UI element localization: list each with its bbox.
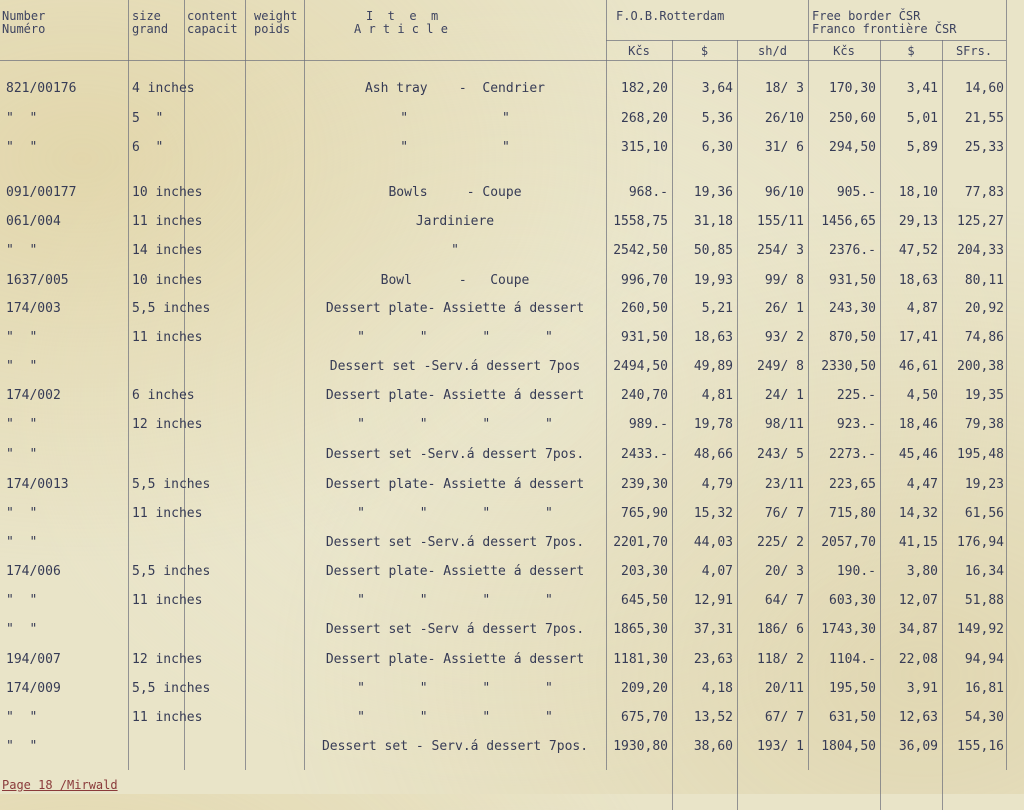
price-cell: 631,50: [829, 710, 876, 725]
price-cell: 2376.-: [829, 243, 876, 258]
price-cell: 2494,50: [613, 359, 668, 374]
header-divider: [606, 40, 1006, 41]
item-description: " " " ": [357, 593, 553, 608]
price-cell: 18,10: [898, 185, 938, 200]
table-row: [0, 356, 1024, 378]
price-cell: 16,81: [964, 681, 1004, 696]
item-description: " " " ": [357, 710, 553, 725]
header-fob: F.O.B.Rotterdam: [616, 9, 725, 23]
price-cell: 5,21: [701, 301, 733, 316]
item-number: 174/009: [6, 681, 61, 696]
price-cell: 41,15: [898, 535, 938, 550]
price-cell: 19,78: [693, 417, 733, 432]
price-cell: 4,79: [701, 477, 733, 492]
item-description: Dessert plate- Assiette á dessert: [325, 477, 585, 492]
price-cell: 195,48: [957, 447, 1004, 462]
item-size: 5,5 inches: [132, 477, 211, 492]
item-number: 821/00176: [6, 81, 77, 96]
price-cell: 14,60: [964, 81, 1004, 96]
price-cell: 4,47: [906, 477, 938, 492]
table-row: [0, 385, 1024, 407]
price-cell: 36,09: [898, 739, 938, 754]
price-cell: 31/ 6: [764, 140, 804, 155]
price-cell: 715,80: [829, 506, 876, 521]
price-cell: 15,32: [693, 506, 733, 521]
price-cell: 249/ 8: [757, 359, 804, 374]
price-cell: 190.-: [836, 564, 876, 579]
price-cell: 38,60: [693, 739, 733, 754]
price-cell: 20,92: [964, 301, 1004, 316]
price-cell: 1865,30: [613, 622, 668, 637]
item-number: 174/0013: [6, 477, 69, 492]
price-cell: 1456,65: [821, 214, 876, 229]
item-number: " ": [6, 739, 38, 754]
item-number: " ": [6, 710, 38, 725]
price-cell: 12,91: [693, 593, 733, 608]
item-description: Dessert plate- Assiette á dessert: [325, 388, 585, 403]
price-cell: 2330,50: [821, 359, 876, 374]
table-row: [0, 590, 1024, 612]
price-cell: 14,32: [898, 506, 938, 521]
price-cell: 37,31: [693, 622, 733, 637]
price-cell: 968.-: [628, 185, 668, 200]
item-size: 11 inches: [132, 593, 203, 608]
price-cell: 51,88: [964, 593, 1004, 608]
table-row: [0, 503, 1024, 525]
price-cell: 923.-: [836, 417, 876, 432]
price-cell: 268,20: [621, 111, 668, 126]
price-cell: 931,50: [621, 330, 668, 345]
price-cell: 996,70: [621, 273, 668, 288]
price-cell: 176,94: [957, 535, 1004, 550]
table-row: [0, 414, 1024, 436]
table-row: [0, 240, 1024, 262]
header-free-border: Free border ČSR: [812, 9, 921, 23]
item-description: Dessert set -Serv.á dessert 7pos.: [325, 447, 585, 462]
table-row: [0, 474, 1024, 496]
price-cell: 67/ 7: [764, 710, 804, 725]
item-description: Dessert set -Serv á dessert 7pos.: [325, 622, 585, 637]
item-size: 4 inches: [132, 81, 195, 96]
price-cell: 74,86: [964, 330, 1004, 345]
price-cell: 195,50: [829, 681, 876, 696]
table-row: [0, 182, 1024, 204]
item-number: " ": [6, 593, 38, 608]
price-cell: 50,85: [693, 243, 733, 258]
price-cell: 1743,30: [821, 622, 876, 637]
item-size: 11 inches: [132, 710, 203, 725]
price-cell: 18,63: [898, 273, 938, 288]
price-cell: 200,38: [957, 359, 1004, 374]
header-weight: weight: [254, 9, 298, 23]
price-cell: 1181,30: [613, 652, 668, 667]
table-row: [0, 270, 1024, 292]
table-row: [0, 211, 1024, 233]
header-size: size: [132, 9, 161, 23]
subheader-sfrs: SFrs.: [955, 44, 993, 58]
price-cell: 4,87: [906, 301, 938, 316]
price-cell: 19,35: [964, 388, 1004, 403]
price-cell: 16,34: [964, 564, 1004, 579]
item-number: " ": [6, 243, 38, 258]
header-poids: poids: [254, 22, 291, 36]
header-bottom-rule: [0, 60, 1006, 61]
price-cell: 186/ 6: [757, 622, 804, 637]
price-cell: 5,01: [906, 111, 938, 126]
price-cell: 125,27: [957, 214, 1004, 229]
price-cell: 870,50: [829, 330, 876, 345]
item-number: " ": [6, 359, 38, 374]
item-number: 174/006: [6, 564, 61, 579]
table-row: [0, 619, 1024, 641]
price-cell: 203,30: [621, 564, 668, 579]
price-cell: 4,07: [701, 564, 733, 579]
item-description: Dessert set -Serv.á dessert 7pos: [329, 359, 581, 374]
price-cell: 99/ 8: [764, 273, 804, 288]
price-cell: 22,08: [898, 652, 938, 667]
item-size: 5,5 inches: [132, 681, 211, 696]
table-row: [0, 532, 1024, 554]
item-size: 5,5 inches: [132, 301, 211, 316]
table-row: [0, 736, 1024, 758]
price-cell: 19,93: [693, 273, 733, 288]
header-numero: Numéro: [2, 22, 46, 36]
item-description: Bowl - Coupe: [380, 273, 530, 288]
subheader-shd: sh/d: [758, 44, 787, 58]
price-cell: 3,91: [906, 681, 938, 696]
item-description: " " " ": [357, 417, 553, 432]
price-cell: 12,63: [898, 710, 938, 725]
item-description: Dessert set - Serv.á dessert 7pos.: [321, 739, 589, 754]
subheader-usd: $: [700, 44, 709, 58]
item-description: " ": [400, 140, 510, 155]
item-number: 061/004: [6, 214, 61, 229]
table-row: [0, 649, 1024, 671]
price-cell: 48,66: [693, 447, 733, 462]
price-cell: 155/11: [757, 214, 804, 229]
price-cell: 1930,80: [613, 739, 668, 754]
subheader-usd: $: [907, 44, 915, 58]
price-cell: 2201,70: [613, 535, 668, 550]
table-row: [0, 78, 1024, 100]
header-content: content: [187, 9, 238, 23]
price-cell: 1104.-: [829, 652, 876, 667]
price-cell: 20/11: [764, 681, 804, 696]
item-number: " ": [6, 330, 38, 345]
item-description: Ash tray - Cendrier: [364, 81, 545, 96]
price-cell: 149,92: [957, 622, 1004, 637]
item-size: 12 inches: [132, 417, 203, 432]
price-cell: 24/ 1: [764, 388, 804, 403]
price-cell: 931,50: [829, 273, 876, 288]
price-cell: 603,30: [829, 593, 876, 608]
header-capacit: capacit: [187, 22, 238, 36]
price-cell: 989.-: [628, 417, 668, 432]
price-cell: 2273.-: [829, 447, 876, 462]
price-cell: 64/ 7: [764, 593, 804, 608]
item-description: Jardiniere: [415, 214, 495, 229]
item-description: " " " ": [357, 681, 553, 696]
subheader-kcs: Kčs: [833, 44, 855, 58]
price-cell: 13,52: [693, 710, 733, 725]
table-row: [0, 561, 1024, 583]
item-size: 6 inches: [132, 388, 195, 403]
table-row: [0, 444, 1024, 466]
price-cell: 98/11: [764, 417, 804, 432]
price-cell: 18/ 3: [764, 81, 804, 96]
price-cell: 49,89: [693, 359, 733, 374]
price-cell: 204,33: [957, 243, 1004, 258]
price-cell: 905.-: [836, 185, 876, 200]
price-cell: 239,30: [621, 477, 668, 492]
price-cell: 118/ 2: [757, 652, 804, 667]
item-size: 11 inches: [132, 330, 203, 345]
price-cell: 12,07: [898, 593, 938, 608]
header-franco: Franco frontière ČSR: [812, 22, 957, 36]
price-cell: 250,60: [829, 111, 876, 126]
price-cell: 209,20: [621, 681, 668, 696]
item-number: " ": [6, 506, 38, 521]
item-number: 091/00177: [6, 185, 77, 200]
price-cell: 76/ 7: [764, 506, 804, 521]
price-cell: 2542,50: [613, 243, 668, 258]
price-cell: 45,46: [898, 447, 938, 462]
price-cell: 19,36: [693, 185, 733, 200]
price-cell: 254/ 3: [757, 243, 804, 258]
item-description: " ": [400, 111, 510, 126]
price-cell: 294,50: [829, 140, 876, 155]
page-footer: Page 18 /Mirwald: [2, 778, 118, 792]
price-cell: 240,70: [621, 388, 668, 403]
item-size: 5,5 inches: [132, 564, 211, 579]
price-cell: 26/10: [764, 111, 804, 126]
price-cell: 18,63: [693, 330, 733, 345]
table-row: [0, 327, 1024, 349]
price-cell: 3,41: [906, 81, 938, 96]
item-size: 10 inches: [132, 185, 203, 200]
price-cell: 23,63: [693, 652, 733, 667]
item-size: 10 inches: [132, 273, 203, 288]
price-cell: 94,94: [964, 652, 1004, 667]
price-cell: 2433.-: [621, 447, 668, 462]
item-size: 11 inches: [132, 506, 203, 521]
item-number: 1637/005: [6, 273, 69, 288]
item-number: " ": [6, 535, 38, 550]
price-cell: 225/ 2: [757, 535, 804, 550]
price-cell: 4,18: [701, 681, 733, 696]
item-size: 6 ": [132, 140, 164, 155]
price-cell: 1558,75: [613, 214, 668, 229]
table-row: [0, 108, 1024, 130]
table-row: [0, 298, 1024, 320]
price-cell: 34,87: [898, 622, 938, 637]
item-description: Dessert plate- Assiette á dessert: [325, 301, 585, 316]
price-cell: 675,70: [621, 710, 668, 725]
price-cell: 77,83: [964, 185, 1004, 200]
price-cell: 61,56: [964, 506, 1004, 521]
price-cell: 80,11: [964, 273, 1004, 288]
item-size: 5 ": [132, 111, 164, 126]
price-cell: 20/ 3: [764, 564, 804, 579]
price-cell: 1804,50: [821, 739, 876, 754]
subheader-kcs: Kčs: [628, 44, 650, 58]
price-cell: 243,30: [829, 301, 876, 316]
item-size: 11 inches: [132, 214, 203, 229]
price-cell: 3,64: [701, 81, 733, 96]
price-cell: 260,50: [621, 301, 668, 316]
header-grand: grand: [132, 22, 169, 36]
price-cell: 2057,70: [821, 535, 876, 550]
header-article: A r t i c l e: [354, 22, 448, 36]
price-cell: 223,65: [829, 477, 876, 492]
price-cell: 3,80: [906, 564, 938, 579]
item-description: Dessert plate- Assiette á dessert: [325, 564, 585, 579]
header-number: Number: [2, 9, 46, 23]
price-cell: 93/ 2: [764, 330, 804, 345]
price-cell: 25,33: [964, 140, 1004, 155]
item-description: Bowls - Coupe: [388, 185, 522, 200]
price-cell: 54,30: [964, 710, 1004, 725]
item-number: 194/007: [6, 652, 61, 667]
table-row: [0, 707, 1024, 729]
price-cell: 5,89: [906, 140, 938, 155]
price-cell: 315,10: [621, 140, 668, 155]
price-cell: 155,16: [957, 739, 1004, 754]
price-cell: 17,41: [898, 330, 938, 345]
price-cell: 170,30: [829, 81, 876, 96]
item-number: " ": [6, 140, 38, 155]
price-cell: 47,52: [898, 243, 938, 258]
price-cell: 4,50: [906, 388, 938, 403]
item-number: " ": [6, 111, 38, 126]
price-cell: 645,50: [621, 593, 668, 608]
item-number: " ": [6, 417, 38, 432]
price-cell: 31,18: [693, 214, 733, 229]
price-cell: 6,30: [701, 140, 733, 155]
table-row: [0, 678, 1024, 700]
item-description: Dessert plate- Assiette á dessert: [325, 652, 585, 667]
price-cell: 26/ 1: [764, 301, 804, 316]
price-cell: 225.-: [836, 388, 876, 403]
price-cell: 46,61: [898, 359, 938, 374]
item-description: " " " ": [357, 506, 553, 521]
item-description: Dessert set -Serv.á dessert 7pos.: [325, 535, 585, 550]
price-cell: 23/11: [764, 477, 804, 492]
item-number: " ": [6, 622, 38, 637]
price-cell: 19,23: [964, 477, 1004, 492]
price-cell: 79,38: [964, 417, 1004, 432]
price-cell: 182,20: [621, 81, 668, 96]
price-cell: 18,46: [898, 417, 938, 432]
item-number: 174/003: [6, 301, 61, 316]
price-cell: 193/ 1: [757, 739, 804, 754]
price-cell: 96/10: [764, 185, 804, 200]
header-item: I t e m: [366, 9, 439, 23]
price-cell: 5,36: [701, 111, 733, 126]
price-cell: 29,13: [898, 214, 938, 229]
price-cell: 765,90: [621, 506, 668, 521]
item-number: " ": [6, 447, 38, 462]
price-cell: 44,03: [693, 535, 733, 550]
price-cell: 21,55: [964, 111, 1004, 126]
item-size: 14 inches: [132, 243, 203, 258]
item-size: 12 inches: [132, 652, 203, 667]
item-number: 174/002: [6, 388, 61, 403]
table-row: [0, 137, 1024, 159]
item-description: ": [451, 243, 459, 258]
price-cell: 4,81: [701, 388, 733, 403]
item-description: " " " ": [357, 330, 553, 345]
price-cell: 243/ 5: [757, 447, 804, 462]
